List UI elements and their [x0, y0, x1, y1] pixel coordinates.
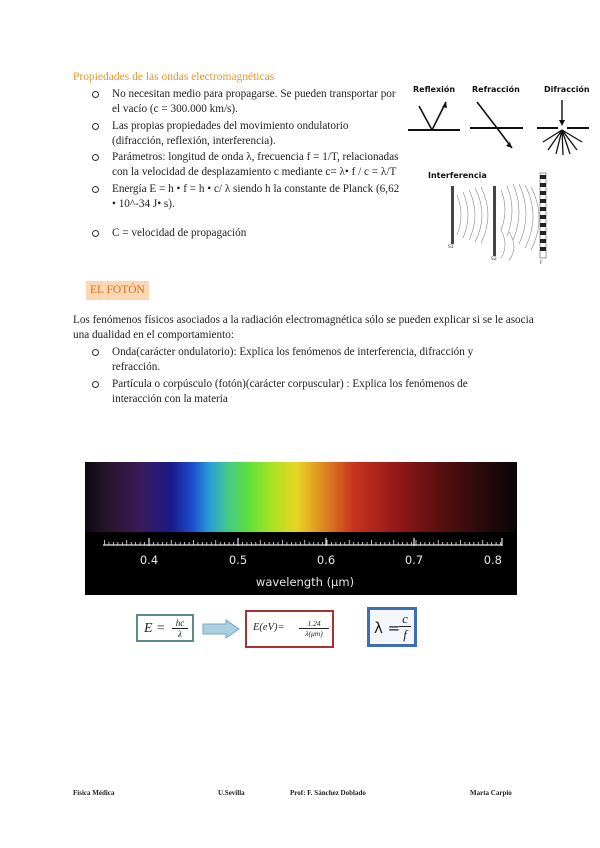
formula-numerator: c — [399, 611, 411, 627]
formula-lhs: E(eV)= — [253, 622, 285, 633]
tick-label: 0.7 — [404, 553, 424, 567]
list-item: Partícula o corpúsculo (fotón)(carácter corpuscular) : Explica los fenómenos de interacción con la materia — [90, 377, 520, 408]
tick-label: 0.4 — [139, 553, 159, 567]
formula-lhs: E = — [144, 621, 166, 636]
diffraction-label: Difracción — [544, 85, 590, 94]
refraction-icon — [470, 102, 523, 148]
foton-intro: Los fenómenos físicos asociados a la radiación electromagnética sólo se pueden explicar si se le asocia una dualidad en el comportamiento: — [73, 314, 534, 342]
formula-fraction — [399, 611, 411, 642]
tick-label: 0.5 — [228, 553, 248, 567]
formula-fraction — [299, 619, 329, 638]
formula-fraction — [172, 618, 188, 639]
footer-professor: Prof: F. Sánchez Doblado — [290, 789, 366, 797]
list-item: Parámetros: longitud de onda λ, frecuencia f = 1/T, relacionadas con la velocidad de desplazamiento c mediante c= λ• f / c = λ/T — [90, 150, 400, 181]
list-item: Onda(carácter ondulatorio): Explica los fenómenos de interferencia, difracción y refracción. — [90, 345, 520, 376]
formula-denominator: f — [403, 627, 407, 642]
list-item: C = velocidad de propagación — [90, 226, 400, 241]
screen-label-f: F — [540, 261, 543, 266]
reflection-icon — [408, 102, 460, 130]
formula-numerator: 1.24 — [299, 619, 329, 629]
list-item: No necesitan medio para propagarse. Se pueden transportar por el vacío (c = 300.000 km/s). — [90, 87, 400, 118]
refraction-label: Refracción — [472, 85, 520, 94]
formula-numerator: hc — [172, 618, 188, 629]
formula-lhs: λ = — [374, 619, 401, 637]
properties-list — [90, 87, 400, 243]
section-title-properties: Propiedades de las ondas electromagnéticas — [73, 71, 275, 83]
formula-energy-hc — [136, 614, 194, 642]
slit-label-s2: S2 — [491, 257, 497, 262]
formula-wavelength — [367, 607, 417, 647]
formula-denominator: λ — [178, 629, 182, 639]
right-arrow-icon — [202, 619, 240, 639]
spectrum-gradient — [85, 462, 517, 532]
list-item: Las propias propiedades del movimiento ondulatorio (difracción, reflexión, interferencia). — [90, 119, 400, 150]
interference-fringes — [540, 173, 546, 258]
list-item: Energía E = h • f = h • c/ λ siendo h la constante de Planck (6,62 • 10^-34 J• s). — [90, 182, 400, 213]
formula-denominator: λ(μm) — [305, 629, 323, 638]
formula-energy-ev — [245, 610, 334, 648]
interference-label: Interferencia — [428, 171, 487, 180]
interference-icon — [451, 173, 546, 260]
section-title-foton-wrapper — [86, 280, 149, 300]
visible-spectrum-image — [85, 462, 517, 595]
diffraction-icon — [537, 100, 589, 155]
tick-label: 0.8 — [483, 553, 502, 567]
axis-label: wavelength (μm) — [255, 575, 355, 589]
slit-label-s1: S1 — [448, 245, 454, 250]
footer-course: Física Médica — [73, 789, 115, 797]
reflection-label: Reflexión — [413, 85, 456, 94]
footer-university: U.Sevilla — [218, 789, 245, 797]
section-title-foton: EL FOTÓN — [86, 281, 149, 300]
tick-label: 0.6 — [316, 553, 336, 567]
wave-phenomena-diagram — [405, 80, 600, 275]
footer-author: Marta Carpio — [470, 789, 512, 797]
foton-list — [90, 345, 520, 408]
